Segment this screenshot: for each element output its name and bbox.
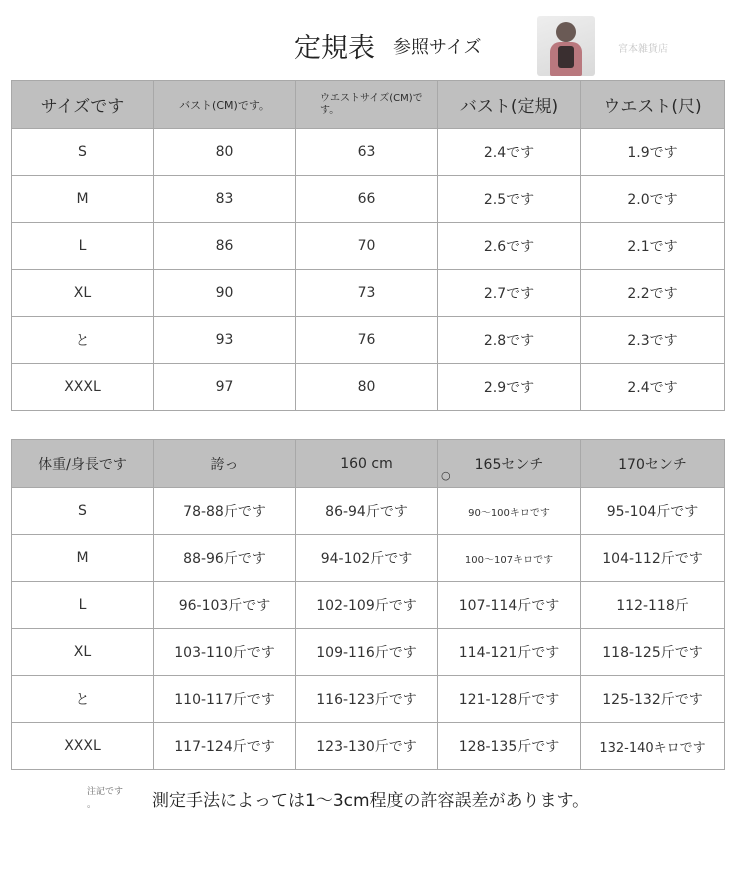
weight-cell: 123-130斤です <box>296 723 438 770</box>
weight-cell: 96-103斤です <box>154 582 296 629</box>
weight-cell: 90～100キロです <box>438 488 581 535</box>
table-row <box>12 270 725 317</box>
model-thumbnail <box>537 16 595 76</box>
weight-cell: 109-116斤です <box>296 629 438 676</box>
size-cell: XL <box>12 270 154 317</box>
table-row <box>12 223 725 270</box>
waist-shaku-cell: 2.4です <box>581 364 725 411</box>
weight-cell: 103-110斤です <box>154 629 296 676</box>
waist-cm-cell: 80 <box>296 364 438 411</box>
table-row <box>12 129 725 176</box>
weight-cell: 114-121斤です <box>438 629 581 676</box>
weight-cell: 125-132斤です <box>581 676 725 723</box>
bust-cm-cell: 93 <box>154 317 296 364</box>
size-header-bust-ruler: バスト(定規) <box>438 81 581 129</box>
size-cell: M <box>12 535 154 582</box>
bust-ruler-cell: 2.7です <box>438 270 581 317</box>
shop-watermark: 宮本雑貨店 <box>618 44 668 55</box>
model-sash-shape <box>558 46 574 68</box>
waist-shaku-cell: 2.1です <box>581 223 725 270</box>
bust-ruler-cell: 2.6です <box>438 223 581 270</box>
weight-header-170cm: 170センチ <box>581 440 725 488</box>
table-row <box>12 364 725 411</box>
size-cell: XL <box>12 629 154 676</box>
waist-cm-cell: 66 <box>296 176 438 223</box>
size-cell: と <box>12 317 154 364</box>
waist-cm-cell: 73 <box>296 270 438 317</box>
table-row <box>12 629 725 676</box>
weight-cell: 102-109斤です <box>296 582 438 629</box>
weight-cell: 117-124斤です <box>154 723 296 770</box>
size-cell: XXXL <box>12 364 154 411</box>
weight-cell: 86-94斤です <box>296 488 438 535</box>
size-table <box>11 80 725 411</box>
table-row <box>12 676 725 723</box>
table-row <box>12 488 725 535</box>
weight-cell: 94-102斤です <box>296 535 438 582</box>
size-header-waist-cm: ウエストサイズ(CM)です。 <box>296 81 438 129</box>
bust-ruler-cell: 2.9です <box>438 364 581 411</box>
model-head-shape <box>556 22 576 42</box>
table-row <box>12 317 725 364</box>
note-label: 注記です <box>87 787 124 797</box>
weight-cell: 121-128斤です <box>438 676 581 723</box>
weight-cell: 116-123斤です <box>296 676 438 723</box>
table-row <box>12 535 725 582</box>
size-header-size: サイズです <box>12 81 154 129</box>
size-header-bust-cm: バスト(CM)です。 <box>154 81 296 129</box>
waist-shaku-cell: 2.3です <box>581 317 725 364</box>
bust-cm-cell: 86 <box>154 223 296 270</box>
weight-cell: 78-88斤です <box>154 488 296 535</box>
circle-mark: ○ <box>441 469 451 482</box>
weight-cell: 112-118斤 <box>581 582 725 629</box>
bust-ruler-cell: 2.8です <box>438 317 581 364</box>
size-cell: S <box>12 129 154 176</box>
bust-cm-cell: 97 <box>154 364 296 411</box>
note-text: 測定手法によっては1～3cm程度の許容誤差があります。 <box>152 791 590 811</box>
waist-shaku-cell: 2.0です <box>581 176 725 223</box>
table-row <box>12 176 725 223</box>
bust-ruler-cell: 2.5です <box>438 176 581 223</box>
weight-cell: 104-112斤です <box>581 535 725 582</box>
weight-cell: 107-114斤です <box>438 582 581 629</box>
waist-shaku-cell: 1.9です <box>581 129 725 176</box>
waist-shaku-cell: 2.2です <box>581 270 725 317</box>
table-row <box>12 582 725 629</box>
waist-cm-cell: 70 <box>296 223 438 270</box>
weight-cell: 118-125斤です <box>581 629 725 676</box>
weight-table-header-row <box>12 440 725 488</box>
page-title: 定規表 <box>294 33 375 64</box>
waist-cm-cell: 63 <box>296 129 438 176</box>
bust-ruler-cell: 2.4です <box>438 129 581 176</box>
weight-cell: 95-104斤です <box>581 488 725 535</box>
weight-cell: 88-96斤です <box>154 535 296 582</box>
size-cell: L <box>12 223 154 270</box>
weight-cell: 128-135斤です <box>438 723 581 770</box>
size-table-header-row <box>12 81 725 129</box>
table-row <box>12 723 725 770</box>
weight-header-165cm: 165センチ <box>438 440 581 488</box>
weight-header-label: 体重/身長です <box>12 440 154 488</box>
size-cell: と <box>12 676 154 723</box>
size-cell: XXXL <box>12 723 154 770</box>
bust-cm-cell: 80 <box>154 129 296 176</box>
weight-cell: 132-140キロです <box>581 723 725 770</box>
weight-header-160cm: 160 cm <box>296 440 438 488</box>
bust-cm-cell: 83 <box>154 176 296 223</box>
note-dot: 。 <box>87 800 97 810</box>
page-subtitle: 参照サイズ <box>393 37 482 58</box>
size-cell: S <box>12 488 154 535</box>
size-cell: L <box>12 582 154 629</box>
weight-cell: 110-117斤です <box>154 676 296 723</box>
weight-cell: 100～107キロです <box>438 535 581 582</box>
size-cell: M <box>12 176 154 223</box>
weight-header-col1: 誇っ <box>154 440 296 488</box>
size-header-waist-shaku: ウエスト(尺) <box>581 81 725 129</box>
bust-cm-cell: 90 <box>154 270 296 317</box>
weight-height-table <box>11 439 725 770</box>
waist-cm-cell: 76 <box>296 317 438 364</box>
